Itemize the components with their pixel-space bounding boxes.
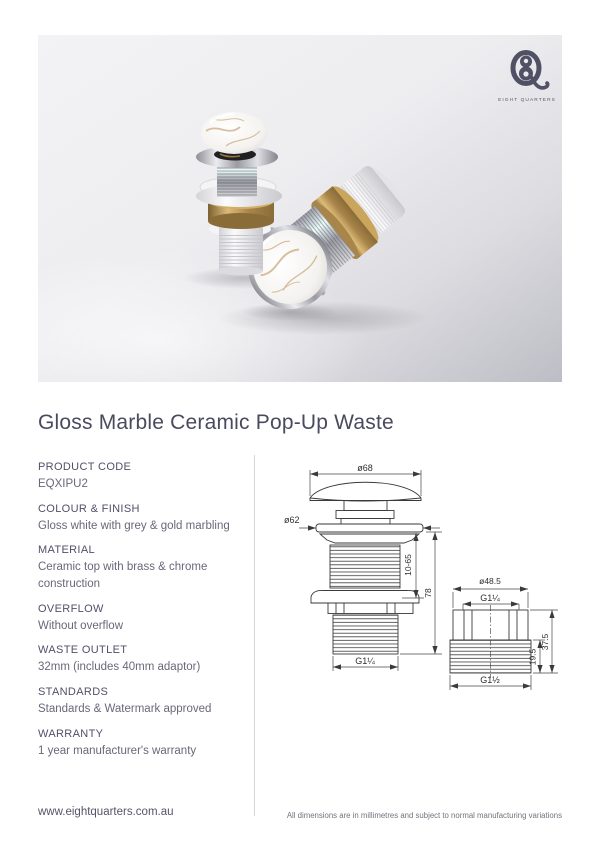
standing-brass-bottom [208,213,274,229]
standing-bottom-edge [219,267,263,276]
spec-value: Standards & Watermark approved [38,703,212,716]
spec-value: 32mm (includes 40mm adaptor) [38,661,201,674]
technical-drawing-svg [283,452,595,698]
spec-material [38,544,244,592]
dim-label-cap-diameter: ø68 [357,463,373,473]
footer-website: www.eightquarters.com.au [38,806,174,818]
brand-name: EIGHT QUARTERS [498,98,556,103]
adaptor-view-outline [450,605,531,678]
spec-label: OVERFLOW [38,602,104,615]
dim-label-adaptor-thread-length: 19.5 [527,648,538,666]
spec-product-code [38,461,244,493]
logo-eight-hole-top [524,59,528,63]
spec-label: STANDARDS [38,686,109,699]
spec-value: Without overflow [38,619,124,632]
spec-value: 1 year manufacturer's warranty [38,744,197,757]
spec-value: Gloss white with grey & gold marbling [38,519,230,532]
logo-eight-hole-bottom [523,71,528,76]
product-photo [38,35,562,382]
spec-waste-outlet [38,644,244,676]
dim-label-overall-height: 78 [423,588,433,598]
standing-bottom-ridges [219,233,263,271]
dim-label-adaptor-outlet-thread: G1½ [480,675,500,685]
spec-label: MATERIAL [38,544,95,557]
technical-drawing [283,452,595,698]
product-photo-illustration [38,35,562,382]
spec-label: WARRANTY [38,727,104,740]
dim-label-thread-range: 10-65 [403,554,413,576]
footer-disclaimer: All dimensions are in millimetres and subject to normal manufacturing variations [286,811,562,820]
spec-value: EQXIPU2 [38,478,88,490]
dim-label-flange-diameter: ø62 [284,515,300,525]
spec-value: Ceramic top with brass & chrome construction [38,561,208,591]
dim-label-adaptor-diameter: ø48.5 [479,576,501,586]
dim-label-adaptor-inlet-thread: G1¼ [480,593,500,603]
spec-standards [38,686,244,718]
spec-label: PRODUCT CODE [38,461,132,473]
spec-colour-finish [38,503,244,535]
dim-label-adaptor-height: 37.5 [540,633,550,651]
dim-label-thread-size: G1¼ [355,656,375,666]
spec-label: COLOUR & FINISH [38,502,140,515]
spec-label: WASTE OUTLET [38,644,128,657]
spec-overflow [38,603,244,635]
spec-warranty [38,728,244,760]
vertical-divider [254,455,255,816]
spec-list [38,461,244,769]
page-title: Gloss Marble Ceramic Pop-Up Waste [38,411,394,434]
